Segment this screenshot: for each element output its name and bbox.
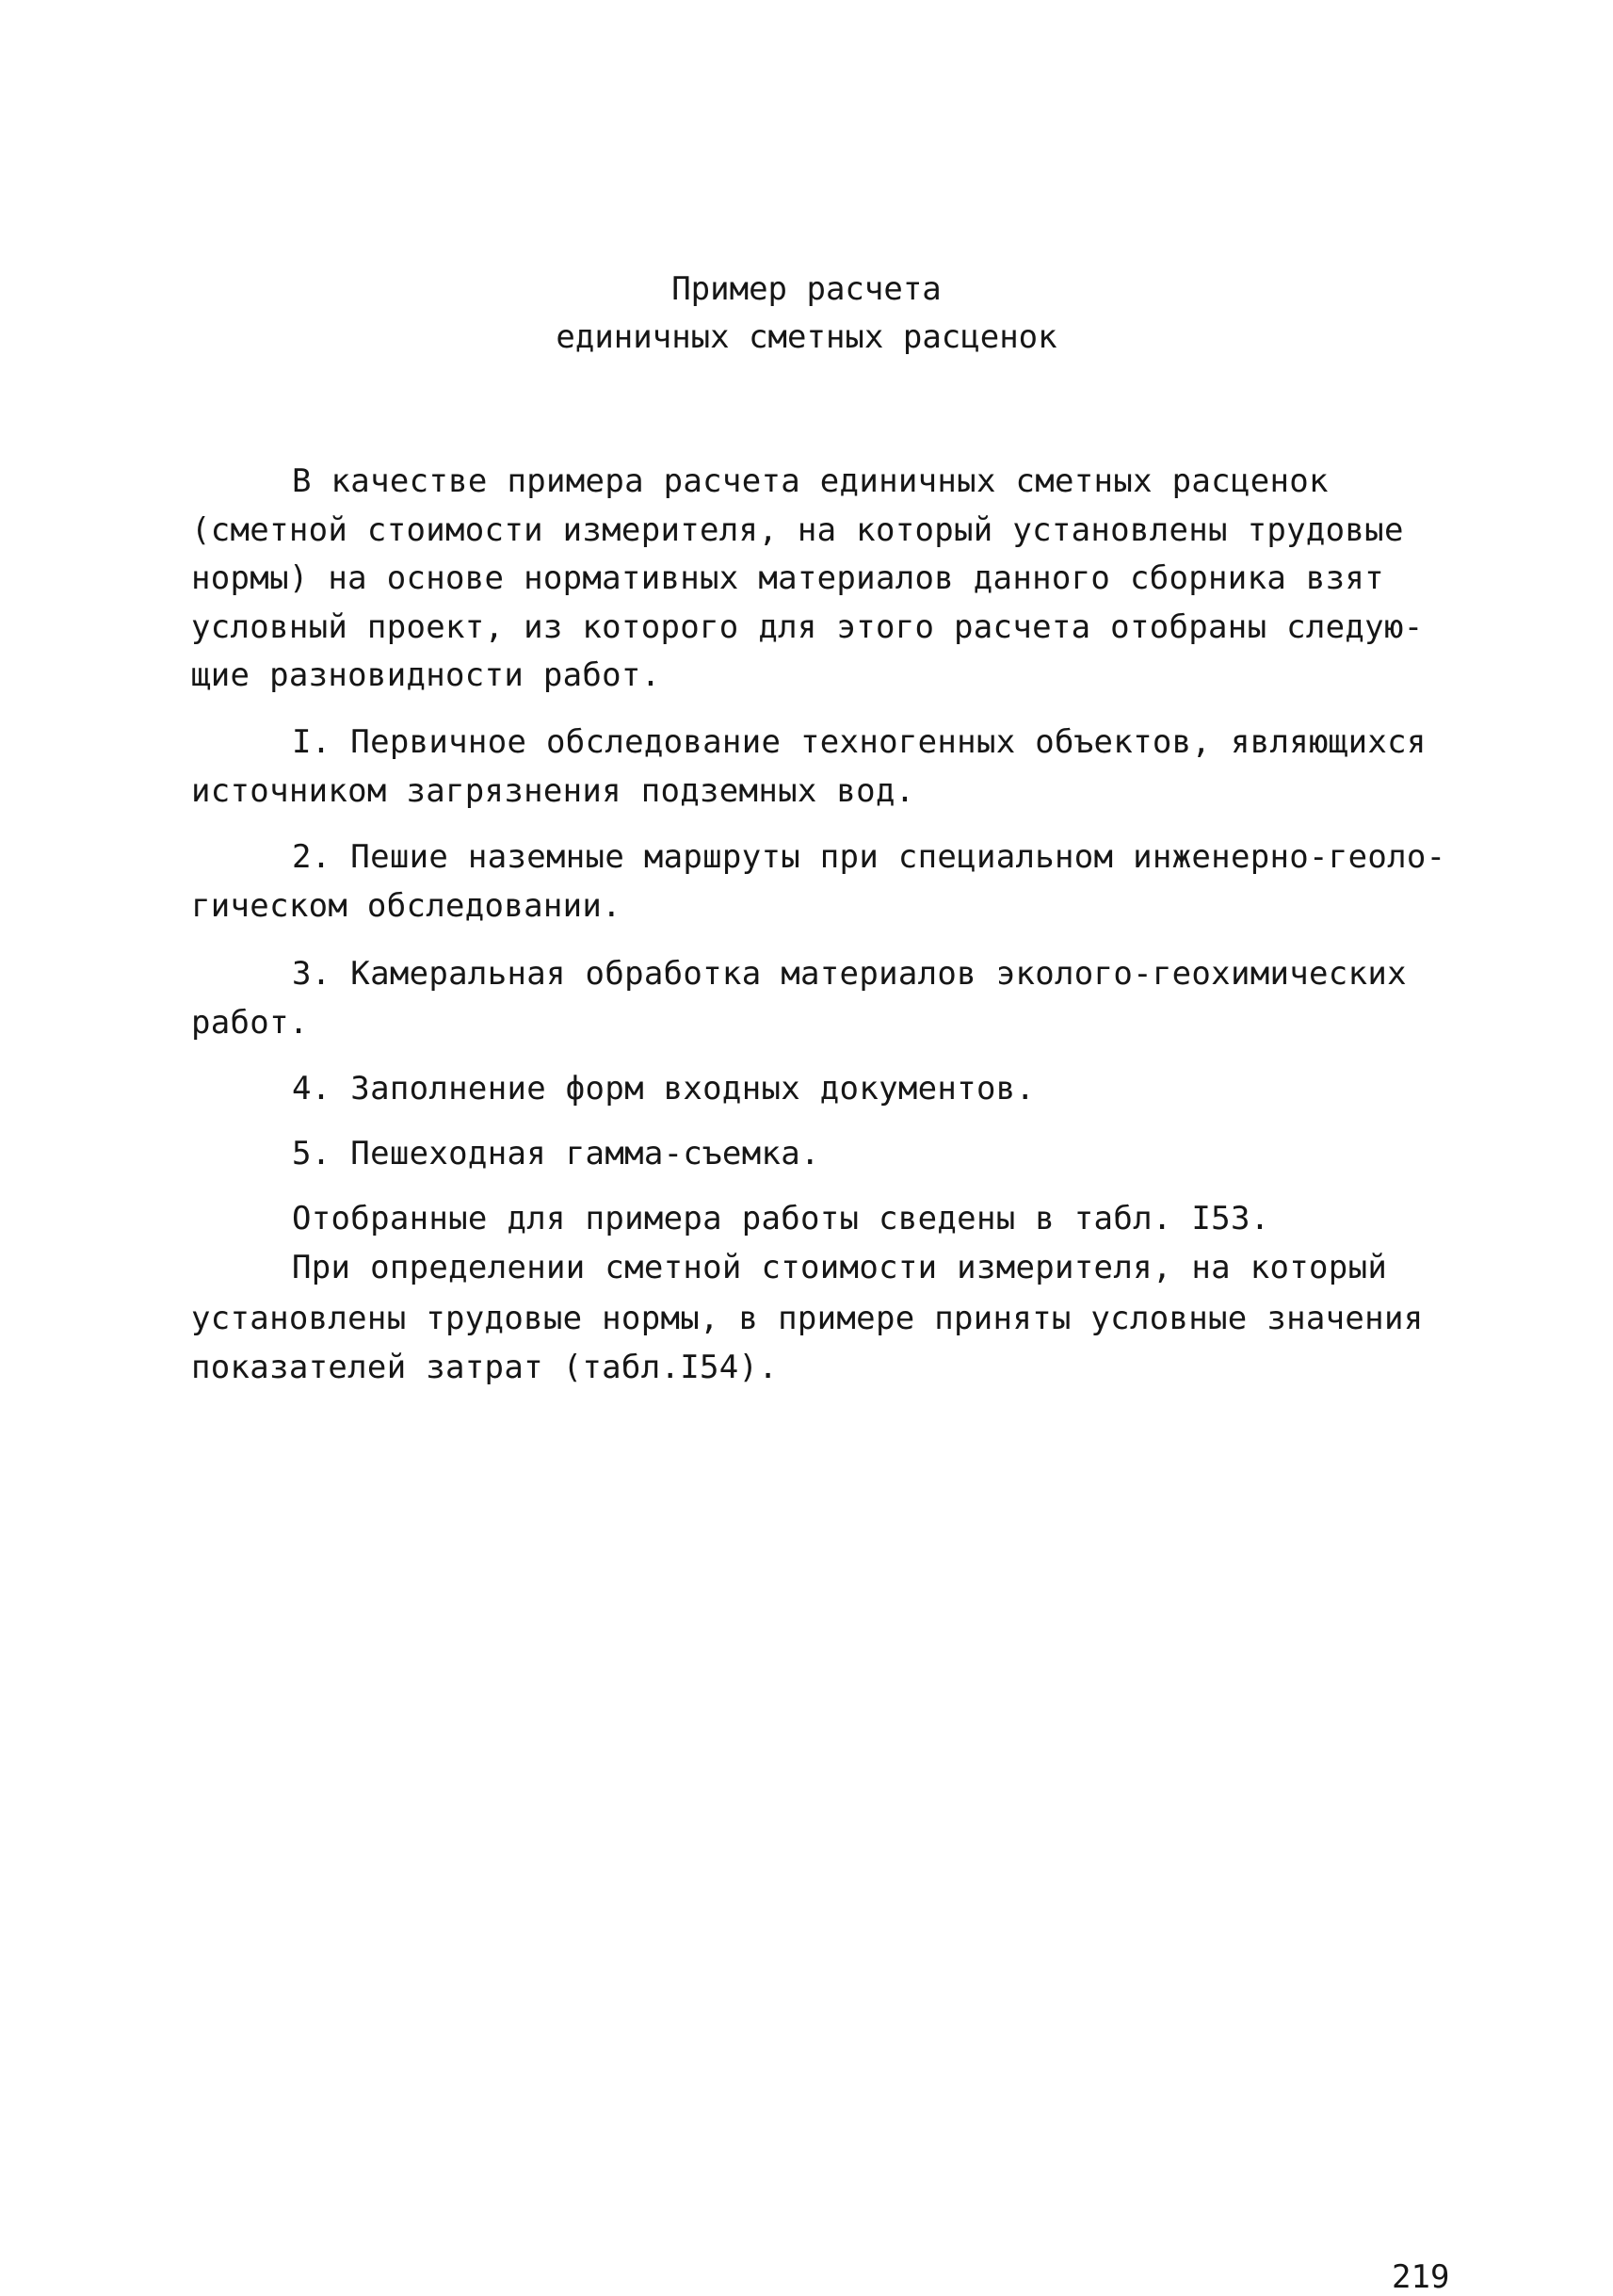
intro-line: условный проект, из которого для этого расчета отобраны следую- [191,608,1424,646]
intro-line: щие разновидности работ. [191,656,661,694]
closing-line: установлены трудовые нормы, в примере приняты условные значения [191,1300,1424,1337]
list-item-line: 2. Пешие наземные маршруты при специальном инженерно-геоло- [292,838,1446,876]
list-item-line: работ. [191,1004,309,1042]
page-number: 219 [1392,2258,1450,2296]
title-line-2: единичных сметных расценок [556,318,1057,356]
list-item-4: 4. Заполнение форм входных документов. [292,1070,1036,1108]
list-item-line: источником загрязнения подземных вод. [191,772,915,810]
intro-line: В качестве примера расчета единичных сметных расценок [292,462,1329,500]
closing-line: При определении сметной стоимости измерителя, на который [292,1249,1388,1286]
list-item-5: 5. Пешеходная гамма-съемка. [292,1135,820,1172]
list-item-line: I. Первичное обследование техногенных объектов, являющихся [292,723,1427,761]
list-item-line: гичеcком обследовании. [191,887,621,925]
summary-line: Отобранные для примера работы сведены в табл. I53. [292,1200,1270,1237]
title-line-1: Пример расчета [671,270,942,308]
closing-line: показателей затрат (табл.I54). [191,1349,779,1386]
list-item-line: 3. Камеральная обработка материалов эколого-геохимических [292,955,1407,993]
intro-line: (сметной стоимости измерителя, на который установлены трудовые [191,511,1404,549]
intro-line: нормы) на основе нормативных материалов данного сборника взят [191,559,1384,597]
